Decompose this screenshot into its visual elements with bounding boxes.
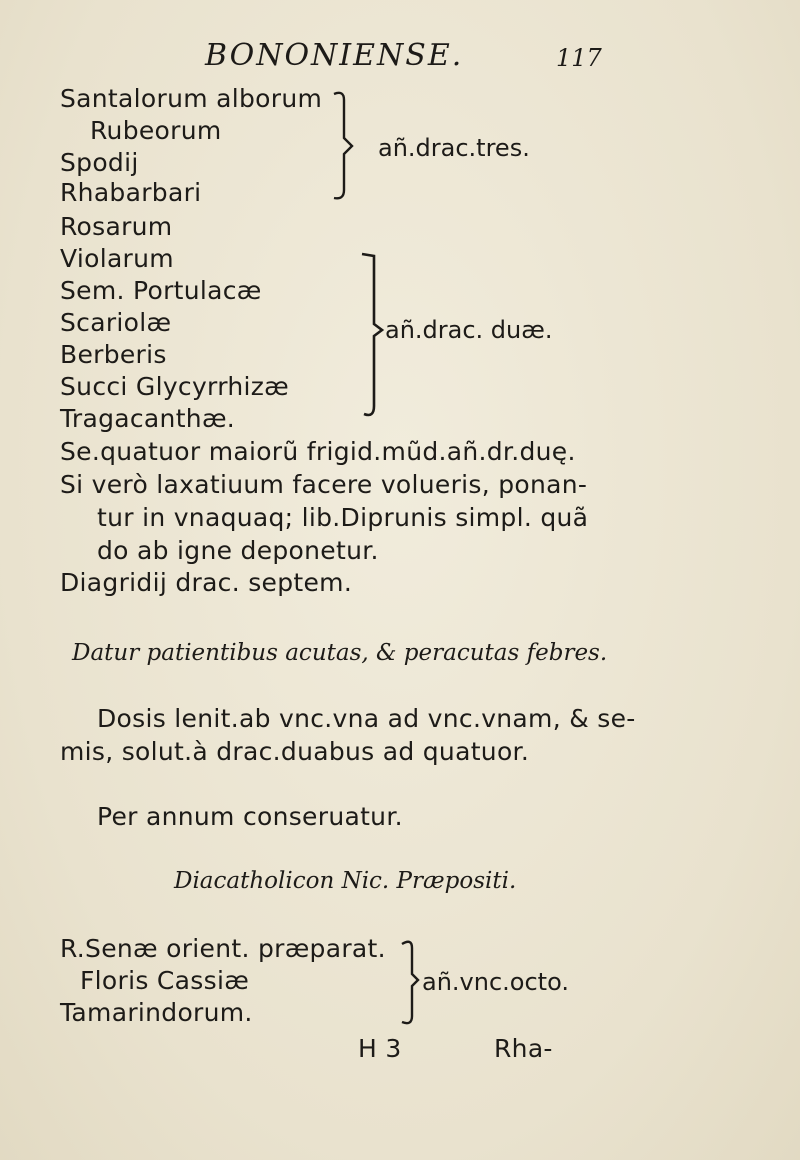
dose-label: añ.vnc.octo.	[422, 968, 569, 996]
ingredient-line: Rhabarbari	[60, 178, 202, 207]
ingredient-line: Rosarum	[60, 212, 173, 241]
text-line: do ab igne deponetur.	[97, 536, 379, 565]
ingredient-line: Tamarindorum.	[60, 998, 253, 1027]
page-number: 117	[556, 44, 602, 72]
text-line: Se.quatuor maiorũ frigid.mũd.añ.dr.duę.	[60, 437, 576, 466]
ingredient-line: Spodij	[60, 148, 139, 177]
running-title: BONONIENSE.	[205, 38, 464, 73]
section-title: Diacatholicon Nic. Præpositi.	[174, 868, 517, 894]
preservation-line: Per annum conseruatur.	[97, 802, 403, 831]
text-line: Si verò laxatiuum facere volueris, ponan-	[60, 470, 588, 499]
ingredient-line: Succi Glycyrrhizæ	[60, 372, 289, 401]
usage-line: Datur patientibus acutas, & peracutas febres.	[72, 640, 608, 666]
ingredient-line: Scariolæ	[60, 308, 172, 337]
text-line: mis, solut.à drac.duabus ad quatuor.	[60, 737, 530, 766]
signature-mark: H 3	[358, 1034, 402, 1063]
ingredient-line: Berberis	[60, 340, 167, 369]
ingredient-line: Rubeorum	[90, 116, 222, 145]
brace-bracket	[330, 86, 370, 206]
catchword: Rha-	[494, 1034, 553, 1063]
text-line: tur in vnaquaq; lib.Diprunis simpl. quã	[97, 503, 589, 532]
ingredient-line: R.Senæ orient. præparat.	[60, 934, 386, 963]
ingredient-line: Tragacanthæ.	[60, 404, 236, 433]
text-line: Dosis lenit.ab vnc.vna ad vnc.vnam, & se-	[97, 704, 636, 733]
ingredient-line: Violarum	[60, 244, 174, 273]
ingredient-line: Sem. Portulacæ	[60, 276, 262, 305]
ingredient-line: Floris Cassiæ	[80, 966, 250, 995]
dose-label: añ.drac.tres.	[378, 134, 530, 162]
ingredient-line: Santalorum alborum	[60, 84, 323, 113]
text-line: Diagridij drac. septem.	[60, 568, 353, 597]
dose-label: añ.drac. duæ.	[385, 316, 553, 344]
